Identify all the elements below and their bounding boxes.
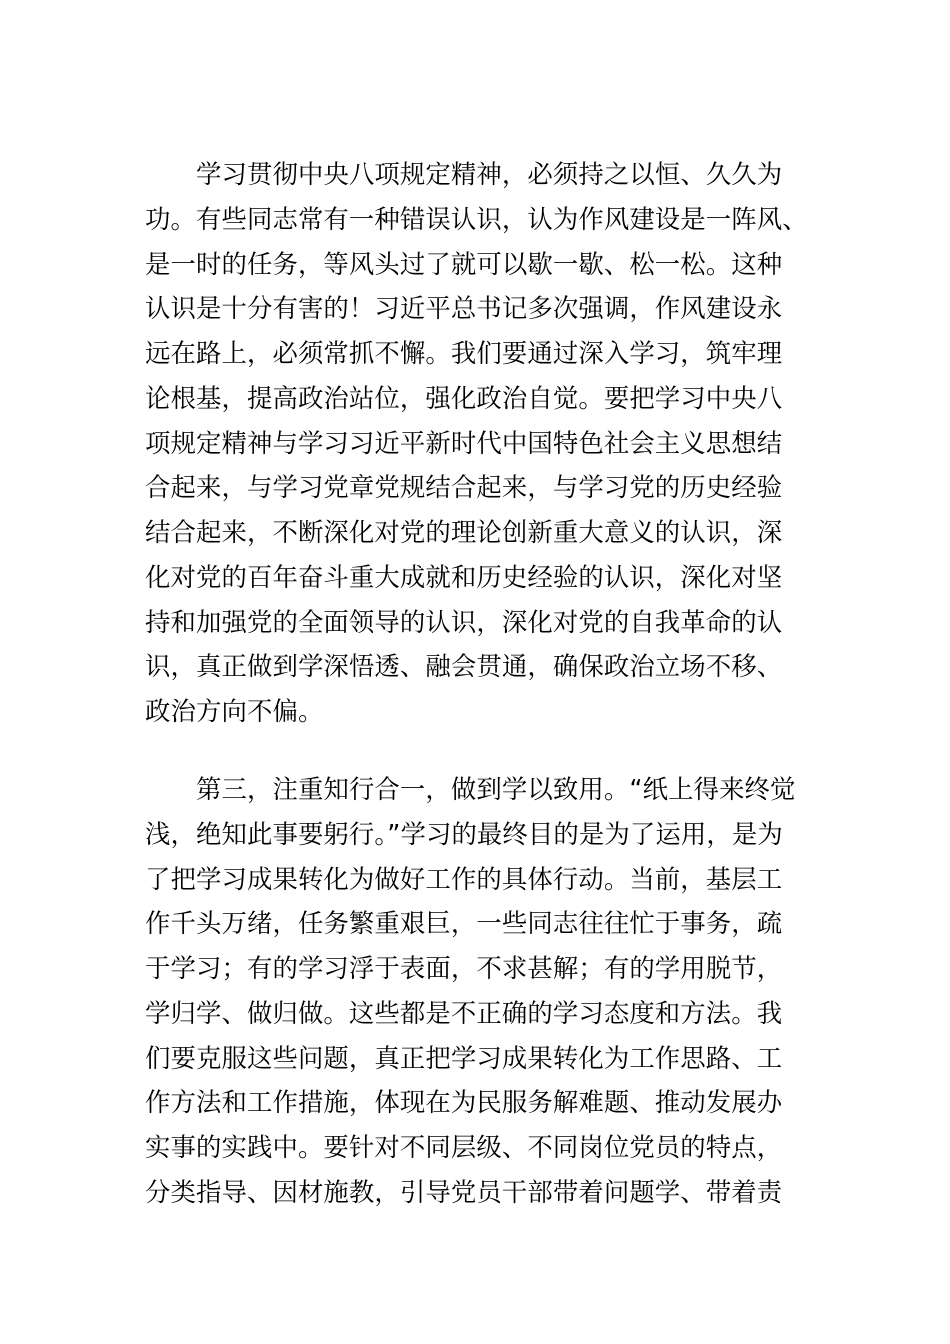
text-line: 化对党的百年奋斗重大成就和历史经验的认识，深化对坚 xyxy=(145,561,783,592)
text-line: 们要克服这些问题，真正把学习成果转化为工作思路、工 xyxy=(145,1042,783,1073)
text-line: 第三，注重知行合一，做到学以致用。“纸上得来终觉 xyxy=(196,774,796,804)
text-line: 政治方向不偏。 xyxy=(145,696,324,726)
text-line: 识，真正做到学深悟透、融会贯通，确保政治立场不移、 xyxy=(145,651,783,682)
text-line: 是一时的任务，等风头过了就可以歇一歇、松一松。这种 xyxy=(145,248,783,279)
text-line: 论根基，提高政治站位，强化政治自觉。要把学习中央八 xyxy=(145,382,783,413)
text-line: 作方法和工作措施，体现在为民服务解难题、推动发展办 xyxy=(145,1087,783,1118)
paragraph-2 xyxy=(145,767,805,1215)
text-line: 作千头万绪，任务繁重艰巨，一些同志往往忙于事务，疏 xyxy=(145,908,783,939)
text-line: 合起来，与学习党章党规结合起来，与学习党的历史经验 xyxy=(145,472,783,503)
text-line: 实事的实践中。要针对不同层级、不同岗位党员的特点， xyxy=(145,1132,783,1162)
text-line: 分类指导、因材施教，引导党员干部带着问题学、带着责 xyxy=(145,1176,783,1207)
text-line: 浅，绝知此事要躬行。”学习的最终目的是为了运用，是为 xyxy=(145,818,783,849)
text-line: 远在路上，必须常抓不懈。我们要通过深入学习，筑牢理 xyxy=(145,338,783,368)
text-line: 学归学、做归做。这些都是不正确的学习态度和方法。我 xyxy=(145,997,783,1028)
text-line: 功。有些同志常有一种错误认识，认为作风建设是一阵风、 xyxy=(145,203,808,234)
text-line: 持和加强党的全面领导的认识，深化对党的自我革命的认 xyxy=(145,606,783,637)
text-line: 认识是十分有害的！习近平总书记多次强调，作风建设永 xyxy=(145,293,783,324)
text-line: 了把学习成果转化为做好工作的具体行动。当前，基层工 xyxy=(145,863,783,894)
text-line: 项规定精神与学习习近平新时代中国特色社会主义思想结 xyxy=(145,427,783,458)
paragraph-1 xyxy=(145,152,808,734)
text-line: 于学习；有的学习浮于表面，不求甚解；有的学用脱节， xyxy=(145,953,783,983)
text-line: 学习贯彻中央八项规定精神，必须持之以恒、久久为 xyxy=(196,159,783,189)
text-line: 结合起来，不断深化对党的理论创新重大意义的认识，深 xyxy=(145,517,783,547)
